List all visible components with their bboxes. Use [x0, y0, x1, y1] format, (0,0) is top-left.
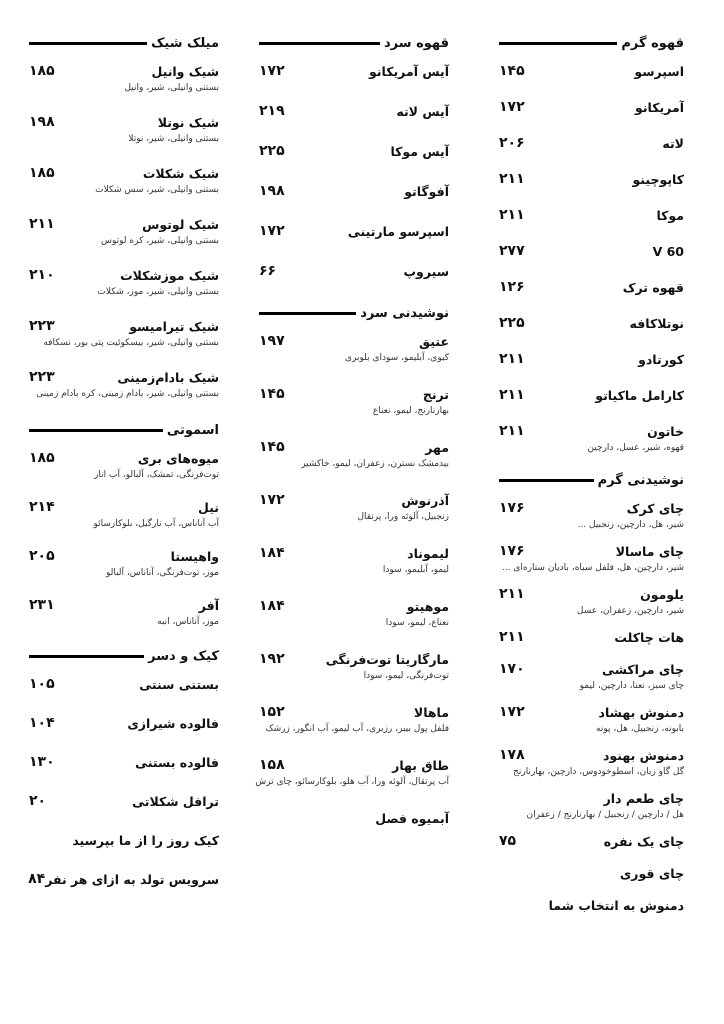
menu-item-price: ۲۰۵: [29, 548, 55, 564]
menu-item-row: [259, 807, 449, 829]
menu-item-name: شیک تیرامیسو: [129, 318, 219, 334]
menu-item: [499, 60, 684, 82]
menu-item-price: ۲۲۳: [29, 318, 55, 334]
menu-item-description: شیر، هل، دارچین، زنجبیل ...: [577, 520, 684, 530]
menu-item-name: کارامل ماکیاتو: [595, 387, 684, 403]
menu-item-row: [499, 204, 684, 226]
section-title: قهوه گرم: [621, 35, 684, 51]
menu-item-description: موز، توت‌فرنگی، آناناس، آلبالو: [105, 568, 219, 578]
menu-item: [259, 100, 449, 122]
menu-item-price: ۱۴۵: [499, 63, 525, 79]
menu-item-row: [499, 312, 684, 334]
menu-item: [29, 829, 219, 851]
menu-item-name: عتیق: [418, 333, 449, 349]
menu-item-name: چای مراکشی: [602, 661, 684, 677]
section-divider: [259, 42, 380, 45]
section-divider: [29, 42, 147, 45]
section-title: اسموتی: [166, 422, 219, 438]
menu-item-description: بستنی وانیلی، شیر، نوتلا: [128, 134, 219, 144]
menu-item: [29, 366, 219, 399]
menu-item-name: نوتلاکافه: [629, 315, 684, 331]
section-title: کیک و دسر: [148, 648, 219, 664]
menu-item-description: توت‌فرنگی، لیمو، سودا: [363, 671, 449, 681]
menu-item: [499, 348, 684, 370]
menu-item-price: ۱۷۶: [499, 543, 525, 559]
section-header: [259, 30, 449, 56]
menu-item-row: [259, 754, 449, 776]
menu-item-name: اسپرسو: [634, 63, 684, 79]
menu-item-name: فالوده شیرازی: [127, 715, 219, 731]
menu-item-name: کاپوچینو: [632, 171, 684, 187]
menu-item-description: توت‌فرنگی، تمشک، آلبالو، آب انار: [94, 470, 219, 480]
menu-item: [259, 260, 449, 282]
menu-item-row: [499, 658, 684, 680]
menu-item-price: ۱۷۲: [499, 704, 525, 720]
menu-item-price: ۱۹۸: [259, 183, 285, 199]
menu-item: [29, 790, 219, 812]
menu-item-row: [499, 583, 684, 605]
menu-item-name: چای یک نفره: [603, 833, 684, 849]
menu-item-row: [499, 348, 684, 370]
menu-item: [499, 701, 684, 734]
menu-item: [259, 330, 449, 363]
menu-item: [499, 204, 684, 226]
menu-item-row: [499, 96, 684, 118]
menu-item-description: بستنی وانیلی، شیر، وانیل: [124, 83, 219, 93]
menu-item-row: [259, 180, 449, 202]
menu-item-name: واهیستا: [170, 548, 219, 564]
menu-item-row: [29, 111, 219, 133]
menu-item: [29, 594, 219, 627]
menu-item-description: بهارنارنج، لیمو، نعناع: [372, 406, 449, 416]
menu-item-price: ۱۷۲: [259, 223, 285, 239]
section-header: [29, 417, 219, 443]
menu-item: [29, 751, 219, 773]
menu-item-price: ۲۱۱: [499, 387, 525, 403]
menu-item-row: [499, 497, 684, 519]
section-header: [259, 300, 449, 326]
menu-item-price: ۲۱۱: [499, 351, 525, 367]
menu-item: [29, 868, 219, 890]
menu-item-row: [499, 540, 684, 562]
menu-item-description: هل / دارچین / زنجبیل / بهارنارنج / زعفران: [526, 810, 684, 820]
menu-item: [259, 383, 449, 416]
menu-item: [259, 220, 449, 242]
menu-item-price: ۲۱۱: [499, 629, 525, 645]
menu-item: [259, 436, 449, 469]
menu-item: [499, 583, 684, 616]
menu-item-price: ۱۹۲: [259, 651, 285, 667]
menu-item-description: بستنی وانیلی، شیر، موز، شکلات: [97, 287, 219, 297]
menu-item-row: [29, 751, 219, 773]
menu-item: [259, 140, 449, 162]
menu-item-price: ۱۸۴: [259, 545, 285, 561]
menu-item-name: موکا: [656, 207, 684, 223]
menu-item-price: ۱۷۰: [499, 661, 525, 677]
menu-item-price: ۱۷۲: [259, 492, 285, 508]
column-right: [499, 30, 684, 926]
menu-item-name: شیک شکلات: [142, 165, 219, 181]
menu-item: [29, 673, 219, 695]
menu-item: [259, 180, 449, 202]
menu-item-name: چای طعم دار: [603, 790, 684, 806]
menu-item: [259, 807, 449, 829]
menu-item: [29, 447, 219, 480]
menu-item-price: ۲۱۴: [29, 499, 55, 515]
menu-item-name: آذرنوش: [401, 492, 449, 508]
menu-item: [29, 264, 219, 297]
section-title: قهوه سرد: [384, 35, 449, 51]
menu-item-name: مهر: [425, 439, 449, 455]
menu-item-row: [499, 701, 684, 723]
section-cold-coffee: [259, 30, 449, 282]
menu-item-row: [259, 260, 449, 282]
menu-item: [499, 497, 684, 530]
menu-item-row: [499, 830, 684, 852]
menu-item-row: [29, 315, 219, 337]
menu-item-description: بستنی وانیلی، شیر، سس شکلات: [95, 185, 219, 195]
menu-item-price: ۶۶: [259, 263, 277, 279]
menu-item-name: بستنی سنتی: [139, 676, 219, 692]
menu-item-row: [29, 545, 219, 567]
menu-item-row: [259, 648, 449, 670]
menu-item-name: چای کرک: [626, 500, 684, 516]
menu-item-row: [259, 330, 449, 352]
section-cold-drinks: [255, 300, 449, 829]
menu-item-name: شیک لوتوس: [142, 216, 219, 232]
menu-item-name: کیک روز را از ما بپرسید: [72, 832, 219, 848]
menu-item-price: ۲۱۱: [29, 216, 55, 232]
menu-item-name: سیروپ: [403, 263, 449, 279]
menu-item-price: ۱۹۷: [259, 333, 285, 349]
menu-item-row: [499, 862, 684, 884]
menu-item: [499, 384, 684, 406]
menu-item-description: گل گاو زبان، اسطوخودوس، دارچین، بهارنارنج: [513, 767, 684, 777]
menu-item-description: بستنی وانیلی، شیر، کره لوتوس: [101, 236, 219, 246]
menu-item: [499, 312, 684, 334]
menu-item: [29, 315, 219, 348]
menu-item: [259, 595, 449, 628]
menu-item: [29, 162, 219, 195]
menu-item-row: [29, 496, 219, 518]
menu-item-name: V 60: [652, 243, 684, 259]
column-middle: [255, 30, 449, 849]
section-divider: [499, 42, 617, 45]
section-cake-dessert: [29, 643, 219, 890]
menu-item-row: [29, 447, 219, 469]
menu-item-price: ۲۱۰: [29, 267, 55, 283]
menu-item-row: [29, 162, 219, 184]
menu-item-row: [29, 264, 219, 286]
menu-item-price: ۲۲۵: [499, 315, 525, 331]
menu-item-row: [29, 829, 219, 851]
menu-item: [259, 701, 449, 734]
menu-item-price: ۲۲۵: [259, 143, 285, 159]
menu-item-row: [29, 790, 219, 812]
menu-item: [259, 489, 449, 522]
menu-item-price: ۱۷۲: [499, 99, 525, 115]
menu-item-row: [259, 436, 449, 458]
menu-item-row: [29, 213, 219, 235]
menu-item-name: شیک وانیل: [151, 63, 219, 79]
menu-item-row: [499, 787, 684, 809]
menu-item-name: خاتون: [647, 423, 684, 439]
section-header: [29, 643, 219, 669]
menu-item-description: فلفل پول بیبر، رزبری، آب لیمو، آب انگور، زرشک: [265, 724, 449, 734]
menu-item-price: ۱۵۲: [259, 704, 285, 720]
menu-item-name: لیموناد: [407, 545, 449, 561]
menu-item-name: چای قوری: [619, 865, 684, 881]
menu-item: [499, 830, 684, 852]
menu-item-price: ۲۰۶: [499, 135, 525, 151]
menu-item-description: بستنی وانیلی، شیر، بیسکوئیت پتی بور، نسکافه: [43, 338, 219, 348]
menu-item: [499, 240, 684, 262]
menu-item-name: آیس موکا: [390, 143, 449, 159]
menu-item-name: سرویس تولد به ازای هر نفر: [45, 871, 219, 887]
menu-item-description: شیر، دارچین، زعفران، عسل: [576, 606, 684, 616]
menu-item-name: لاته: [662, 135, 684, 151]
menu-item-description: نعناع، لیمو، سودا: [385, 618, 449, 628]
menu-item-description: زنجبیل، آلوئه ورا، پرتقال: [357, 512, 449, 522]
menu-item-price: ۲۲۳: [29, 369, 55, 385]
menu-item-row: [499, 276, 684, 298]
menu-item-name: نیل: [198, 499, 219, 515]
menu-item: [499, 862, 684, 884]
menu-item-price: ۱۷۲: [259, 63, 285, 79]
menu-item-row: [499, 744, 684, 766]
menu-item-name: آمریکانو: [635, 99, 684, 115]
menu-item: [29, 60, 219, 93]
menu-item-name: قهوه ترک: [622, 279, 684, 295]
menu-item-row: [259, 140, 449, 162]
menu-item-row: [29, 868, 219, 890]
menu-item: [29, 213, 219, 246]
menu-item-price: ۱۷۶: [499, 500, 525, 516]
menu-item-name: اسپرسو مارتینی: [347, 223, 449, 239]
menu-item-name: شیک موزشکلات: [120, 267, 219, 283]
section-smoothie: [29, 417, 219, 627]
menu-item: [499, 96, 684, 118]
menu-item-description: بابونه، زنجبیل، هل، پونه: [596, 724, 684, 734]
menu-item-name: چای ماسالا: [615, 543, 684, 559]
menu-item-row: [499, 894, 684, 916]
menu-item-price: ۲۳۱: [29, 597, 55, 613]
menu-item-description: قهوه، شیر، عسل، دارچین: [587, 443, 684, 453]
menu-item-row: [29, 673, 219, 695]
menu-item-price: ۲۱۱: [499, 207, 525, 223]
menu-item-row: [499, 626, 684, 648]
menu-item-price: ۱۹۸: [29, 114, 55, 130]
menu-item: [29, 712, 219, 734]
menu-item-name: دمنوش به انتخاب شما: [548, 897, 684, 913]
column-left: [29, 30, 219, 907]
menu-item-price: ۱۸۵: [29, 450, 55, 466]
menu-item-name: شیک بادام‌زمینی: [117, 369, 219, 385]
menu-item-name: آفوگاتو: [404, 183, 449, 199]
menu-item-description: بستنی وانیلی، شیر، بادام زمینی، کره بادام زمینی: [36, 389, 219, 399]
menu-item: [499, 276, 684, 298]
menu-item-price: ۲۱۱: [499, 171, 525, 187]
menu-item-row: [499, 384, 684, 406]
menu-item-name: دمنوش بهشاد: [598, 704, 684, 720]
menu-item-price: ۸۴: [28, 871, 46, 887]
section-title: نوشیدنی سرد: [360, 305, 449, 321]
menu-item-price: ۱۲۶: [499, 279, 525, 295]
menu-item-description: شیر، دارچین، هل، فلفل سیاه، بادیان ستاره‌ای ...: [501, 563, 684, 573]
section-milkshake: [29, 30, 219, 399]
menu-item-price: ۲۱۱: [499, 423, 525, 439]
menu-item-price: ۱۸۵: [29, 63, 55, 79]
menu-item-price: ۷۵: [499, 833, 517, 849]
menu-item-price: ۱۴۵: [259, 439, 285, 455]
menu-item: [499, 420, 684, 453]
menu-item: [499, 894, 684, 916]
menu-item-price: ۱۳۰: [29, 754, 55, 770]
menu-item: [499, 132, 684, 154]
menu-item-description: آب پرتقال، آلوئه ورا، آب هلو، بلوکارسائو، چای ترش: [255, 777, 449, 787]
menu-item-name: آبمیوه فصل: [375, 810, 449, 826]
menu-item-name: آیس لاته: [396, 103, 449, 119]
menu-item-row: [29, 594, 219, 616]
section-header: [29, 30, 219, 56]
menu-item-name: موهیتو: [406, 598, 449, 614]
menu-item-name: طاق بهار: [392, 757, 449, 773]
menu-item-name: آفر: [198, 597, 219, 613]
menu-item-row: [259, 60, 449, 82]
menu-item-row: [29, 60, 219, 82]
menu-item-name: دمنوش بهنود: [603, 747, 684, 763]
menu-item-row: [499, 240, 684, 262]
menu-item-name: ماهالا: [413, 704, 449, 720]
menu-item-name: هات چاکلت: [614, 629, 684, 645]
menu-item-name: ترنج: [422, 386, 449, 402]
menu-item: [29, 496, 219, 529]
menu-item-price: ۱۸۴: [259, 598, 285, 614]
menu-item: [499, 787, 684, 820]
menu-item-price: ۱۸۵: [29, 165, 55, 181]
menu-item-price: ۲۱۹: [259, 103, 285, 119]
menu-item: [499, 744, 684, 777]
menu-item-row: [259, 701, 449, 723]
menu-item-price: ۲۷۷: [499, 243, 525, 259]
menu-item-row: [259, 100, 449, 122]
menu-item-name: فالوده بستنی: [135, 754, 219, 770]
menu-item-row: [259, 220, 449, 242]
menu-item-row: [499, 60, 684, 82]
menu-item: [259, 542, 449, 575]
menu-item-price: ۲۰: [29, 793, 47, 809]
menu-item-price: ۱۷۸: [499, 747, 525, 763]
menu-item-row: [29, 712, 219, 734]
section-divider: [499, 479, 594, 482]
menu-item-row: [499, 132, 684, 154]
menu-item: [29, 111, 219, 144]
menu-item-description: بیدمشک نسترن، زعفران، لیمو، خاکشیر: [301, 459, 449, 469]
menu-item-name: ترافل شکلاتی: [132, 793, 219, 809]
section-hot-drinks: [499, 467, 684, 916]
menu-item-description: چای سبز، نعنا، دارچین، لیمو: [579, 681, 684, 691]
menu-item-description: موز، آناناس، انبه: [157, 617, 219, 627]
section-header: [499, 467, 684, 493]
menu-item-row: [29, 366, 219, 388]
section-header: [499, 30, 684, 56]
menu-item-row: [499, 420, 684, 442]
menu-item-description: لیمو، آبلیمو، سودا: [382, 565, 449, 575]
menu-item: [499, 658, 684, 691]
menu-item-price: ۲۱۱: [499, 586, 525, 602]
menu-item-name: میوه‌های بری: [137, 450, 219, 466]
menu-item-price: ۱۰۴: [29, 715, 55, 731]
section-divider: [29, 655, 144, 658]
menu-item-name: کورتادو: [638, 351, 684, 367]
section-divider: [29, 429, 163, 432]
menu-item: [29, 545, 219, 578]
section-hot-coffee: [499, 30, 684, 453]
menu-item: [259, 648, 449, 681]
menu-item-row: [259, 542, 449, 564]
menu-item-price: ۱۵۸: [259, 757, 285, 773]
menu-item: [259, 60, 449, 82]
menu-item-name: آیس آمریکانو: [369, 63, 449, 79]
section-title: میلک شیک: [151, 35, 219, 51]
menu-item-name: مارگاریتا توت‌فرنگی: [325, 651, 449, 667]
menu-item-price: ۱۰۵: [29, 676, 55, 692]
menu-item-name: شیک نوتلا: [157, 114, 219, 130]
menu-item-description: آب آناناس، آب نارگیل، بلوکارسائو: [93, 519, 219, 529]
menu-item-name: یلومون: [640, 586, 684, 602]
menu-item-row: [259, 383, 449, 405]
section-divider: [259, 312, 356, 315]
menu-item-row: [259, 489, 449, 511]
menu-item: [255, 754, 449, 787]
menu-item: [499, 540, 684, 573]
menu-item: [499, 626, 684, 648]
menu-item-price: ۱۴۵: [259, 386, 285, 402]
menu-item: [499, 168, 684, 190]
menu-item-description: کیوی، آبلیمو، سودای بلوبری: [344, 353, 449, 363]
menu-item-row: [499, 168, 684, 190]
menu-item-row: [259, 595, 449, 617]
section-title: نوشیدنی گرم: [597, 472, 684, 488]
